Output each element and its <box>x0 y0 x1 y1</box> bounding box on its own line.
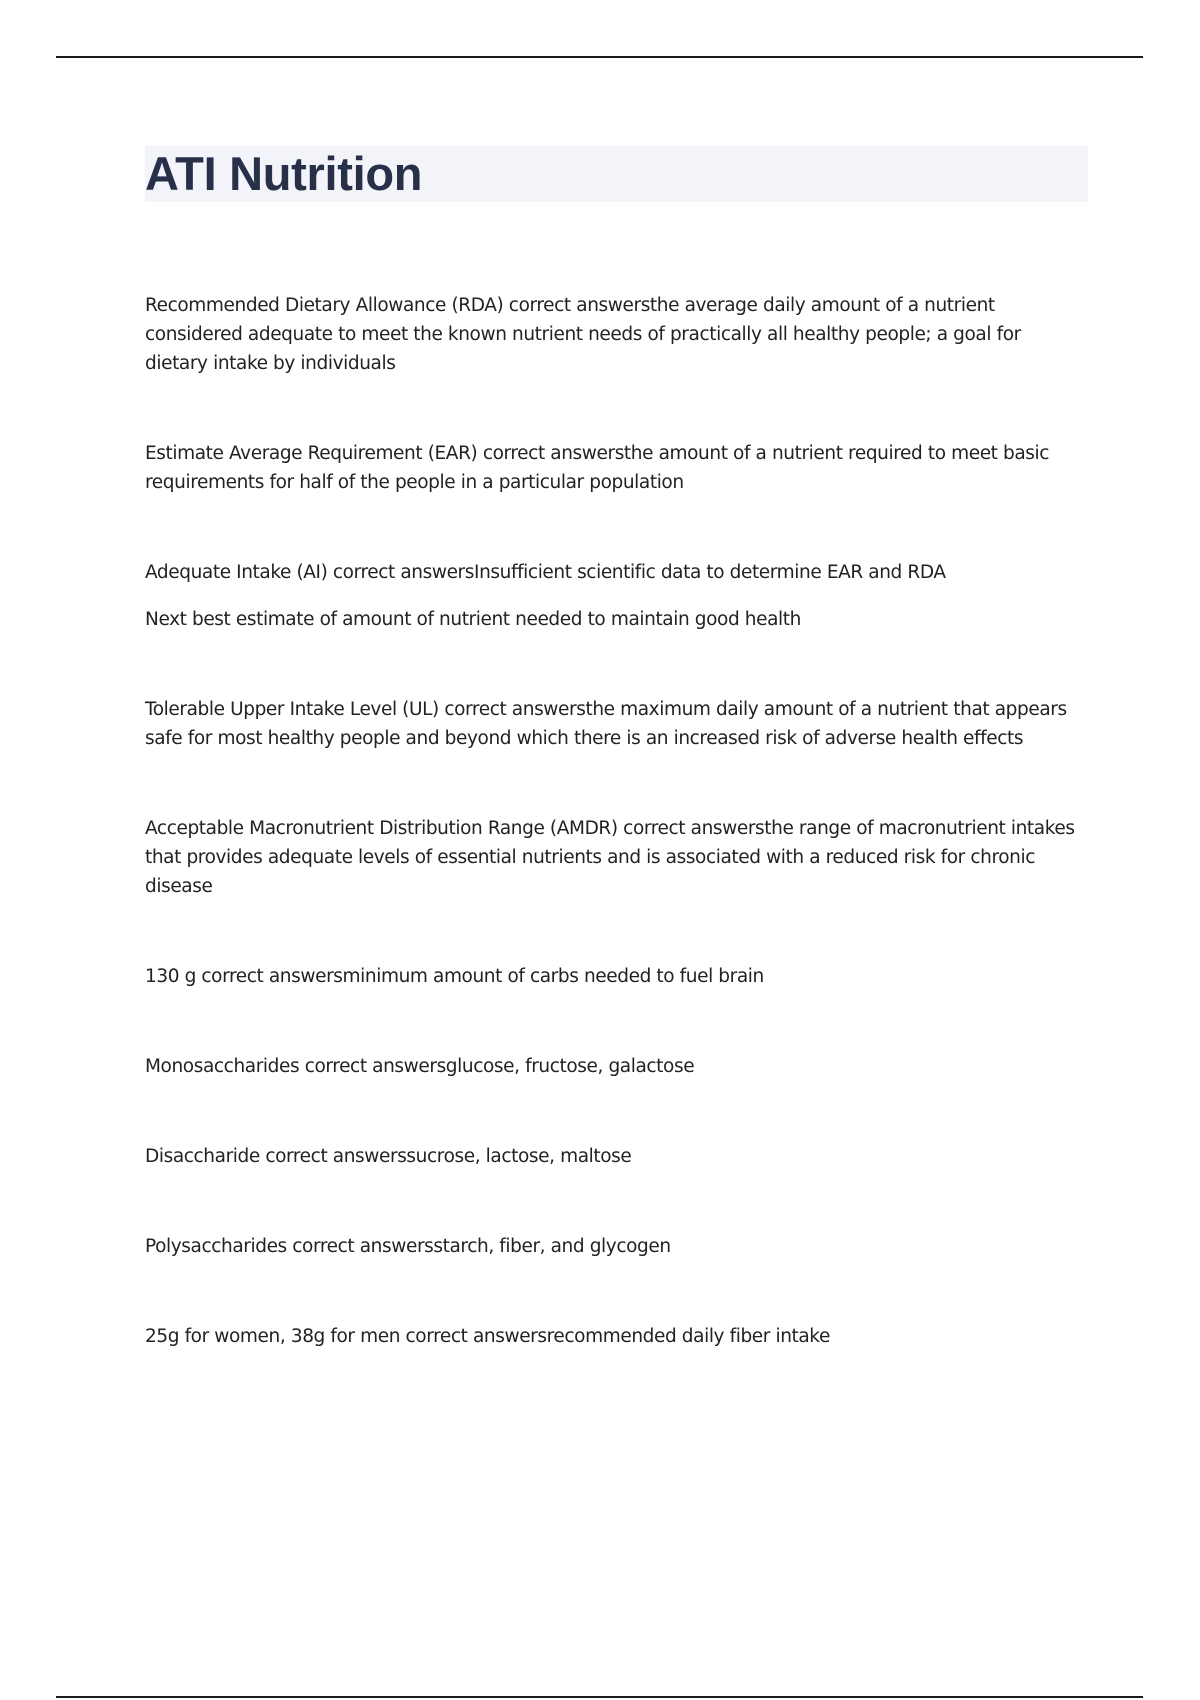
entry-polysaccharides: Polysaccharides correct answersstarch, fiber, and glycogen <box>145 1236 671 1257</box>
entry-ai: Adequate Intake (AI) correct answersInsufficient scientific data to determine EAR and RDA <box>145 562 946 583</box>
entry-fiber-intake: 25g for women, 38g for men correct answersrecommended daily fiber intake <box>145 1326 830 1347</box>
entry-disaccharide: Disaccharide correct answerssucrose, lactose, maltose <box>145 1146 632 1167</box>
entry-ear: Estimate Average Requirement (EAR) correct answersthe amount of a nutrient required to meet basic requirements for half of the people in a particular population <box>145 443 1050 493</box>
entry-amdr: Acceptable Macronutrient Distribution Range (AMDR) correct answersthe range of macronutrient intakes that provides adequate levels of essential nutrients and is associated with a reduced risk for chronic disease <box>145 818 1075 897</box>
page-title: ATI Nutrition <box>145 147 423 200</box>
top-divider <box>56 56 1143 58</box>
flashcard-list <box>145 291 1085 1351</box>
bottom-divider <box>56 1696 1143 1698</box>
entry-rda: Recommended Dietary Allowance (RDA) correct answersthe average daily amount of a nutrient considered adequate to meet the known nutrient needs of practically all healthy people; a goal for dietary intake by individuals <box>145 295 1021 374</box>
entry-ul: Tolerable Upper Intake Level (UL) correct answersthe maximum daily amount of a nutrient that appears safe for most healthy people and beyond which there is an increased risk of adverse health effects <box>145 699 1067 749</box>
entry-monosaccharides: Monosaccharides correct answersglucose, fructose, galactose <box>145 1056 695 1077</box>
entry-ai-continued: Next best estimate of amount of nutrient needed to maintain good health <box>145 609 801 630</box>
entry-130g-carbs: 130 g correct answersminimum amount of carbs needed to fuel brain <box>145 966 764 987</box>
